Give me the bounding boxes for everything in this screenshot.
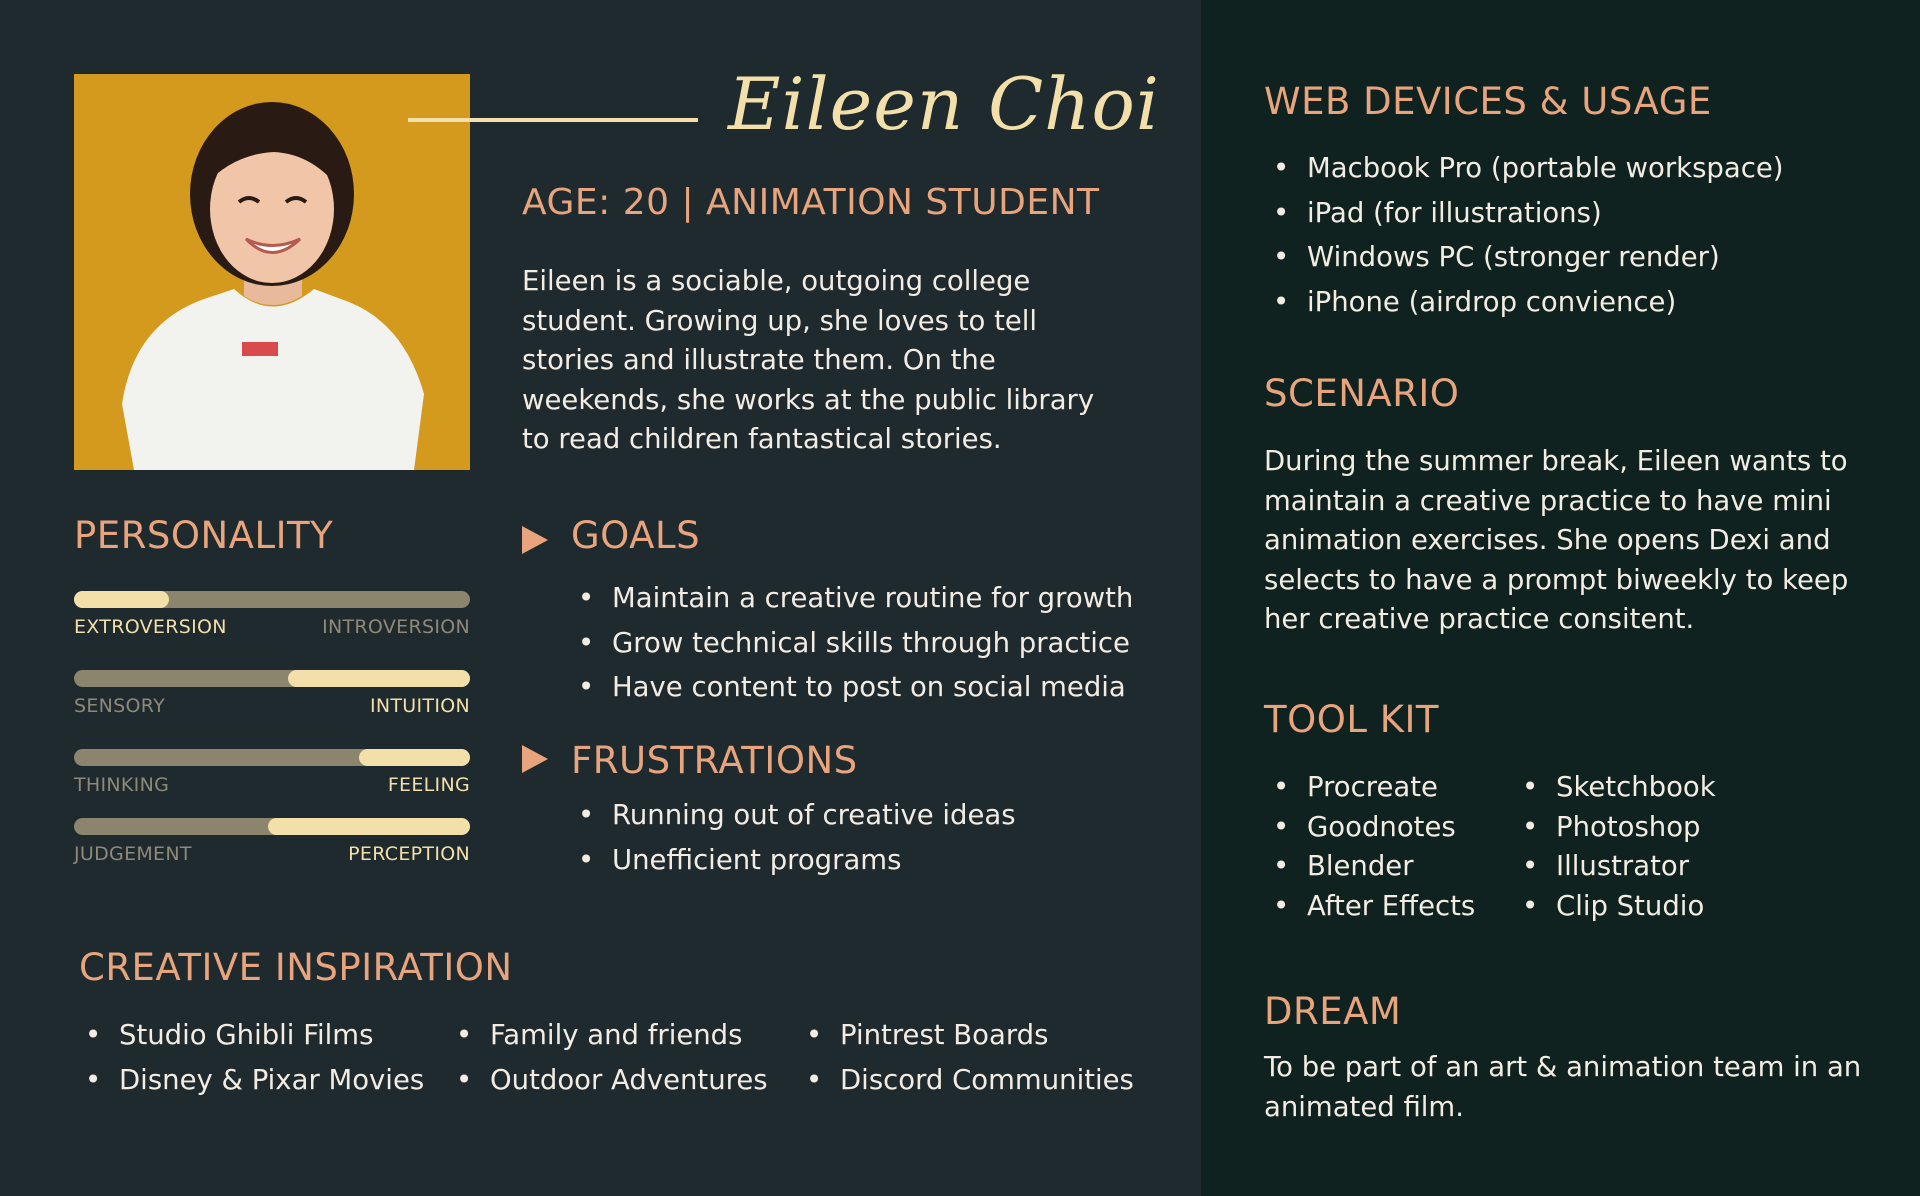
inspiration-list-col2 bbox=[456, 1013, 768, 1102]
trait-track bbox=[74, 818, 470, 835]
list-item: • Pintrest Boards bbox=[806, 1013, 1134, 1058]
frustrations-arrow-icon bbox=[522, 745, 548, 773]
list-item: • iPad (for illustrations) bbox=[1273, 191, 1784, 236]
trait-sensory-intuition bbox=[74, 670, 470, 717]
trait-right-label: INTUITION bbox=[369, 695, 470, 717]
list-item: • After Effects bbox=[1273, 887, 1522, 927]
list-item: • Studio Ghibli Films bbox=[85, 1013, 424, 1058]
dream-text: To be part of an art & animation team in an animated film. bbox=[1264, 1051, 1862, 1123]
age-occupation: AGE: 20 | ANIMATION STUDENT bbox=[522, 182, 1100, 223]
list-item: • Running out of creative ideas bbox=[578, 793, 1016, 838]
trait-fill bbox=[288, 670, 470, 687]
trait-left-label: JUDGEMENT bbox=[74, 843, 192, 865]
persona-bio: Eileen is a sociable, outgoing college student. Growing up, she loves to tell stories and illustrate them. On the weekends, she works at the public library to read children fantastical stories. bbox=[522, 265, 1095, 455]
inspiration-list-col3 bbox=[806, 1013, 1134, 1102]
trait-track bbox=[74, 591, 470, 608]
trait-left-label: EXTROVERSION bbox=[74, 616, 227, 638]
profile-photo bbox=[74, 74, 470, 470]
goals-list bbox=[578, 576, 1133, 710]
scenario-heading: SCENARIO bbox=[1264, 372, 1460, 415]
personality-heading: PERSONALITY bbox=[74, 514, 334, 557]
list-item: • Sketchbook bbox=[1522, 768, 1716, 808]
trait-fill bbox=[268, 818, 470, 835]
trait-extroversion-introversion bbox=[74, 591, 470, 638]
trait-right-label: FEELING bbox=[387, 774, 470, 796]
trait-fill bbox=[359, 749, 470, 766]
devices-list bbox=[1273, 146, 1784, 324]
scenario-text: During the summer break, Eileen wants to maintain a creative practice to have mini animation exercises. She opens Dexi and selects to have a prompt biweekly to keep her creative practice consitent. bbox=[1264, 445, 1849, 635]
list-item: • Procreate bbox=[1273, 768, 1522, 808]
name-divider-line bbox=[408, 118, 698, 122]
dream-heading: DREAM bbox=[1264, 990, 1402, 1033]
toolkit-list-col2 bbox=[1522, 768, 1716, 926]
toolkit-heading: TOOL KIT bbox=[1264, 698, 1439, 741]
list-item: • Windows PC (stronger render) bbox=[1273, 235, 1784, 280]
list-item: • Discord Communities bbox=[806, 1058, 1134, 1103]
list-item: • Have content to post on social media bbox=[578, 665, 1133, 710]
trait-fill bbox=[74, 591, 169, 608]
trait-track bbox=[74, 670, 470, 687]
frustrations-list bbox=[578, 793, 1016, 882]
list-item: • Maintain a creative routine for growth bbox=[578, 576, 1133, 621]
goals-heading: GOALS bbox=[571, 514, 701, 557]
list-item: • Illustrator bbox=[1522, 847, 1716, 887]
list-item: • iPhone (airdrop convience) bbox=[1273, 280, 1784, 325]
toolkit-grid bbox=[1273, 768, 1716, 926]
frustrations-heading: FRUSTRATIONS bbox=[571, 739, 858, 782]
inspiration-heading: CREATIVE INSPIRATION bbox=[79, 946, 513, 989]
list-item: • Grow technical skills through practice bbox=[578, 621, 1133, 666]
list-item: • Disney & Pixar Movies bbox=[85, 1058, 424, 1103]
list-item: • Blender bbox=[1273, 847, 1522, 887]
list-item: • Clip Studio bbox=[1522, 887, 1716, 927]
persona-name: Eileen Choi bbox=[728, 62, 1160, 146]
trait-left-label: THINKING bbox=[74, 774, 170, 796]
trait-right-label: INTROVERSION bbox=[322, 616, 470, 638]
trait-thinking-feeling bbox=[74, 749, 470, 796]
trait-judgement-perception bbox=[74, 818, 470, 865]
list-item: • Outdoor Adventures bbox=[456, 1058, 768, 1103]
trait-track bbox=[74, 749, 470, 766]
toolkit-list-col1 bbox=[1273, 768, 1522, 926]
list-item: • Unefficient programs bbox=[578, 838, 1016, 883]
goals-arrow-icon bbox=[522, 526, 548, 554]
list-item: • Photoshop bbox=[1522, 808, 1716, 848]
inspiration-list-col1 bbox=[85, 1013, 424, 1102]
trait-left-label: SENSORY bbox=[74, 695, 165, 717]
devices-heading: WEB DEVICES & USAGE bbox=[1264, 80, 1712, 123]
list-item: • Goodnotes bbox=[1273, 808, 1522, 848]
list-item: • Macbook Pro (portable workspace) bbox=[1273, 146, 1784, 191]
list-item: • Family and friends bbox=[456, 1013, 768, 1058]
trait-right-label: PERCEPTION bbox=[348, 843, 470, 865]
